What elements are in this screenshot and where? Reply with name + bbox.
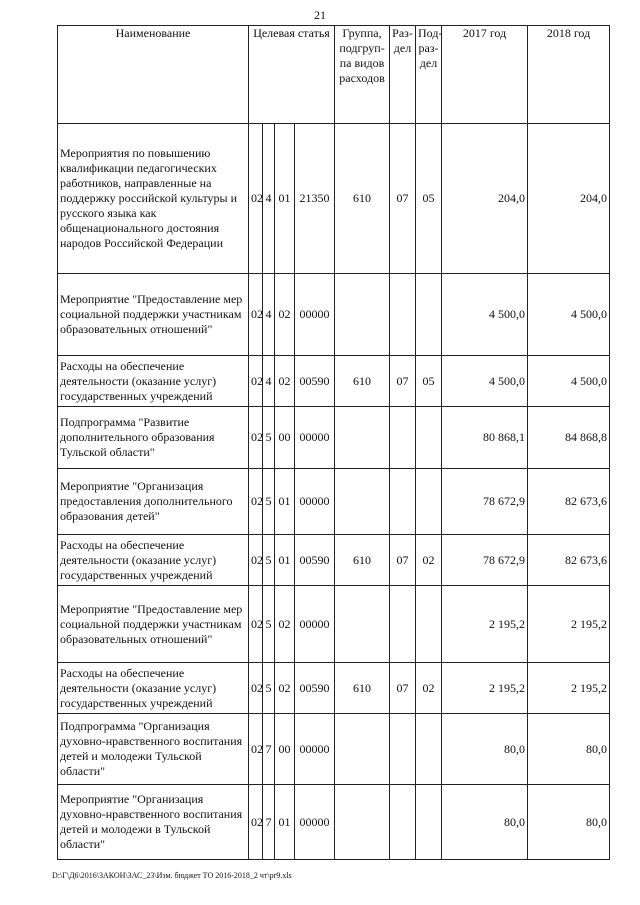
subsection [416, 714, 442, 785]
amount-2017: 4 500,0 [442, 356, 528, 407]
target-event: 02 [275, 586, 295, 663]
amount-2017: 2 195,2 [442, 586, 528, 663]
target-event: 01 [275, 124, 295, 274]
table-row [58, 469, 610, 535]
header-target-article: Целевая статья [249, 26, 335, 124]
target-subprogram: 5 [263, 586, 275, 663]
subsection [416, 586, 442, 663]
target-event: 00 [275, 714, 295, 785]
target-direction: 21350 [295, 124, 335, 274]
target-program: 02 [249, 469, 263, 535]
amount-2017: 78 672,9 [442, 469, 528, 535]
table-row [58, 124, 610, 274]
row-name: Мероприятие "Организация духовно-нравственного воспитания детей и молодежи в Тульской области" [58, 785, 249, 860]
header-group: Группа, подгруп-па видов расходов [335, 26, 390, 124]
subsection: 05 [416, 124, 442, 274]
section [390, 407, 416, 469]
expense-group: 610 [335, 124, 390, 274]
expense-group: 610 [335, 663, 390, 714]
target-program: 02 [249, 274, 263, 356]
target-direction: 00590 [295, 535, 335, 586]
row-name: Подпрограмма "Развитие дополнительного образования Тульской области" [58, 407, 249, 469]
subsection [416, 407, 442, 469]
table-row [58, 356, 610, 407]
table-row [58, 274, 610, 356]
section [390, 586, 416, 663]
expense-group [335, 785, 390, 860]
amount-2017: 80 868,1 [442, 407, 528, 469]
amount-2018: 4 500,0 [528, 274, 610, 356]
target-subprogram: 5 [263, 535, 275, 586]
subsection: 02 [416, 535, 442, 586]
target-subprogram: 7 [263, 785, 275, 860]
header-subsection: Под-раз-дел [416, 26, 442, 124]
amount-2018: 80,0 [528, 785, 610, 860]
target-direction: 00000 [295, 785, 335, 860]
section: 07 [390, 663, 416, 714]
section [390, 785, 416, 860]
expense-group [335, 407, 390, 469]
expense-group [335, 469, 390, 535]
target-program: 02 [249, 124, 263, 274]
expense-group [335, 274, 390, 356]
expense-group [335, 586, 390, 663]
target-direction: 00000 [295, 274, 335, 356]
subsection [416, 274, 442, 356]
target-program: 02 [249, 535, 263, 586]
amount-2018: 2 195,2 [528, 663, 610, 714]
target-subprogram: 5 [263, 469, 275, 535]
target-event: 01 [275, 469, 295, 535]
row-name: Расходы на обеспечение деятельности (оказание услуг) государственных учреждений [58, 663, 249, 714]
subsection [416, 469, 442, 535]
target-direction: 00000 [295, 407, 335, 469]
target-event: 01 [275, 785, 295, 860]
amount-2018: 2 195,2 [528, 586, 610, 663]
table-row [58, 535, 610, 586]
amount-2017: 204,0 [442, 124, 528, 274]
header-2018: 2018 год [528, 26, 610, 124]
row-name: Расходы на обеспечение деятельности (оказание услуг) государственных учреждений [58, 535, 249, 586]
header-name: Наименование [58, 26, 249, 124]
header-2017: 2017 год [442, 26, 528, 124]
amount-2017: 4 500,0 [442, 274, 528, 356]
table-row [58, 785, 610, 860]
subsection: 02 [416, 663, 442, 714]
target-direction: 00590 [295, 356, 335, 407]
section [390, 714, 416, 785]
amount-2018: 82 673,6 [528, 469, 610, 535]
amount-2018: 4 500,0 [528, 356, 610, 407]
amount-2017: 2 195,2 [442, 663, 528, 714]
target-event: 02 [275, 356, 295, 407]
section [390, 469, 416, 535]
target-program: 02 [249, 407, 263, 469]
row-name: Мероприятие "Организация предоставления дополнительного образования детей" [58, 469, 249, 535]
table-row [58, 663, 610, 714]
row-name: Расходы на обеспечение деятельности (оказание услуг) государственных учреждений [58, 356, 249, 407]
amount-2018: 204,0 [528, 124, 610, 274]
target-direction: 00000 [295, 714, 335, 785]
target-event: 00 [275, 407, 295, 469]
budget-table [57, 25, 610, 860]
section: 07 [390, 124, 416, 274]
row-name: Мероприятия по повышению квалификации педагогических работников, направленные на поддержку российской культуры и русского языка как общенационального достояния народов Российской Федерации [58, 124, 249, 274]
section [390, 274, 416, 356]
expense-group: 610 [335, 535, 390, 586]
amount-2018: 80,0 [528, 714, 610, 785]
target-event: 02 [275, 274, 295, 356]
amount-2018: 82 673,6 [528, 535, 610, 586]
target-direction: 00000 [295, 586, 335, 663]
table-row [58, 714, 610, 785]
expense-group: 610 [335, 356, 390, 407]
table-body [58, 124, 610, 860]
page-number: 21 [314, 8, 326, 22]
subsection [416, 785, 442, 860]
target-subprogram: 4 [263, 274, 275, 356]
file-path-footer: D:\Г\Д6\2016\ЗАКОН\ЗАС_23\Изм. бюджет ТО 2016-2018_2 чт\pr9.xls [52, 871, 292, 880]
target-program: 02 [249, 586, 263, 663]
row-name: Подпрограмма "Организация духовно-нравственного воспитания детей и молодежи Тульской области" [58, 714, 249, 785]
target-program: 02 [249, 663, 263, 714]
header-row [58, 26, 610, 124]
table-row [58, 586, 610, 663]
target-subprogram: 4 [263, 356, 275, 407]
section: 07 [390, 535, 416, 586]
target-subprogram: 5 [263, 663, 275, 714]
row-name: Мероприятие "Предоставление мер социальной поддержки участникам образовательных отношений" [58, 586, 249, 663]
target-subprogram: 4 [263, 124, 275, 274]
row-name: Мероприятие "Предоставление мер социальной поддержки участникам образовательных отношений" [58, 274, 249, 356]
amount-2018: 84 868,8 [528, 407, 610, 469]
amount-2017: 78 672,9 [442, 535, 528, 586]
subsection: 05 [416, 356, 442, 407]
expense-group [335, 714, 390, 785]
target-program: 02 [249, 356, 263, 407]
target-program: 02 [249, 785, 263, 860]
target-direction: 00000 [295, 469, 335, 535]
target-subprogram: 5 [263, 407, 275, 469]
target-subprogram: 7 [263, 714, 275, 785]
amount-2017: 80,0 [442, 785, 528, 860]
table-row [58, 407, 610, 469]
target-direction: 00590 [295, 663, 335, 714]
target-program: 02 [249, 714, 263, 785]
target-event: 01 [275, 535, 295, 586]
header-section: Раз-дел [390, 26, 416, 124]
target-event: 02 [275, 663, 295, 714]
amount-2017: 80,0 [442, 714, 528, 785]
section: 07 [390, 356, 416, 407]
